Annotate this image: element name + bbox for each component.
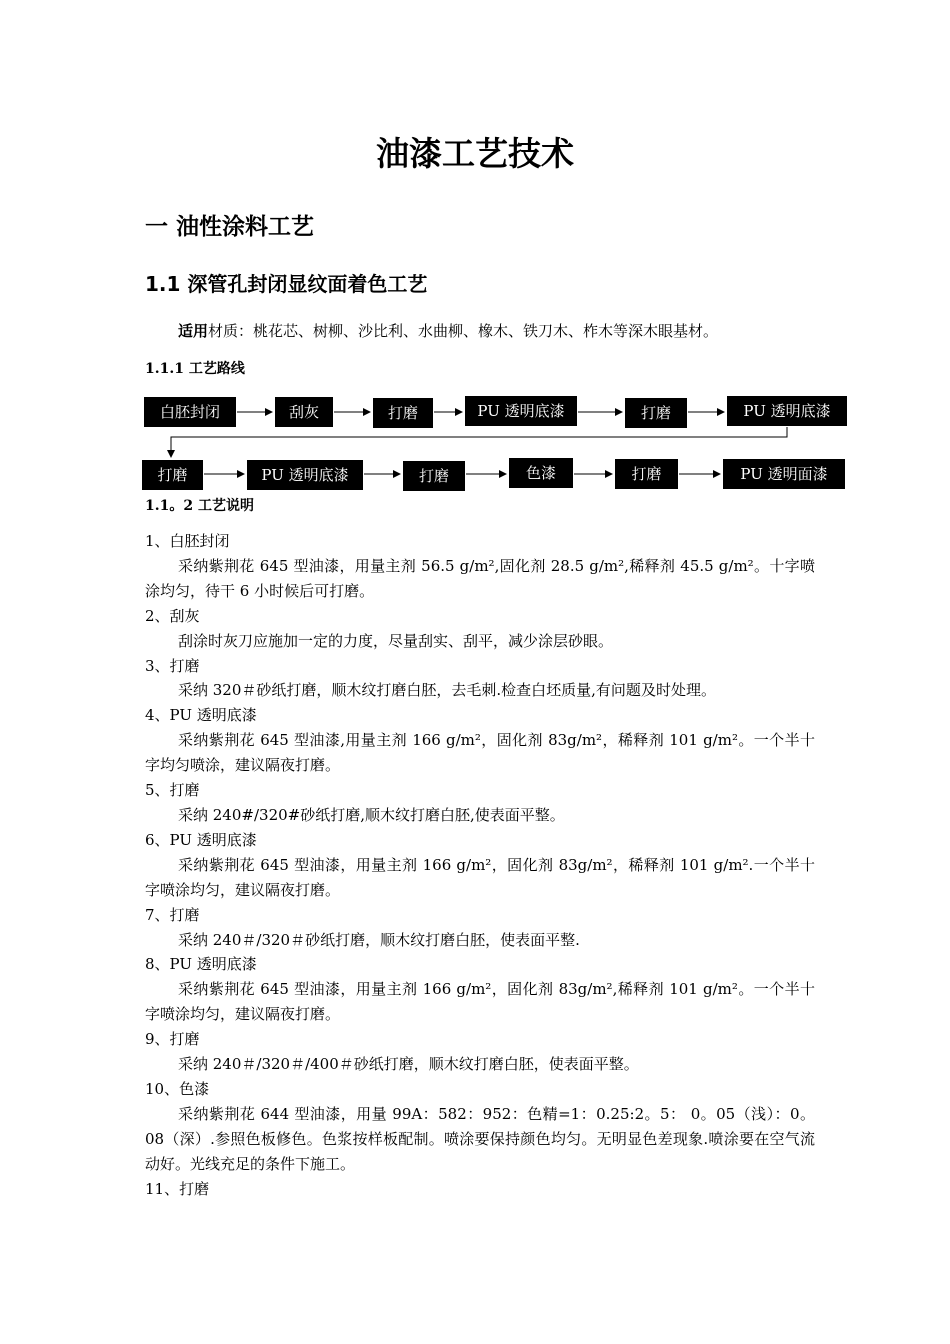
step-heading: 5、打磨 <box>145 781 200 800</box>
step-description: 采纳 240＃/320＃/400＃砂纸打磨，顺木纹打磨白胚，使表面平整。 <box>178 1055 639 1074</box>
step-description: 刮涂时灰刀应施加一定的力度，尽量刮实、刮平，减少涂层砂眼。 <box>178 631 614 650</box>
flow-step: 打磨 <box>403 461 465 491</box>
step-heading: 8、PU 透明底漆 <box>145 955 257 974</box>
section-heading: 一 油性涂料工艺 <box>145 214 315 240</box>
step-description: 采纳 240＃/320＃砂纸打磨，顺木纹打磨白胚，使表面平整. <box>178 930 580 949</box>
flow-step: 打磨 <box>142 460 203 490</box>
step-heading: 10、色漆 <box>145 1079 210 1098</box>
flow-step: PU 透明底漆 <box>727 396 847 426</box>
flow-step: PU 透明底漆 <box>247 460 363 490</box>
flow-step: 刮灰 <box>275 397 333 427</box>
applies-text: 材质：桃花芯、树柳、沙比利、水曲柳、橡木、铁刀木、柞木等深木眼基材。 <box>208 322 719 340</box>
step-heading: 2、刮灰 <box>145 606 200 625</box>
flow-step: 白胚封闭 <box>144 397 236 427</box>
flow-step: 打磨 <box>625 398 687 428</box>
step-description: 采纳 320＃砂纸打磨，顺木纹打磨白胚，去毛刺.检查白坯质量,有问题及时处理。 <box>178 681 716 700</box>
flow-wrap-arrow <box>171 427 787 457</box>
route-heading: 1.1.1 工艺路线 <box>145 361 245 377</box>
step-description: 采纳紫荆花 645 型油漆，用量主剂 56.5 g/m²,固化剂 28.5 g/m²,稀释剂 45.5 g/m²。十字喷涂均匀，待干 6 小时候后可打磨。 <box>145 556 815 600</box>
step-list <box>145 529 815 1201</box>
step-heading: 6、PU 透明底漆 <box>145 830 257 849</box>
description-heading: 1.1。2 工艺说明 <box>145 498 254 514</box>
step-description: 采纳紫荆花 644 型油漆，用量 99A：582：952：色精=1：0.25:2。5： 0。05（浅）：0。08（深）.参照色板修色。色浆按样板配制。喷涂要保持颜色均匀。无明显色差现象.喷涂要在空气流动好。光线充足的条件下施工。 <box>145 1104 815 1173</box>
flow-step: 色漆 <box>509 458 573 488</box>
flow-step: PU 透明底漆 <box>465 396 577 426</box>
flow-step: 打磨 <box>373 398 433 428</box>
step-heading: 7、打磨 <box>145 905 200 924</box>
flow-step: 打磨 <box>615 459 678 489</box>
flow-step: PU 透明面漆 <box>723 459 845 489</box>
subsection-heading: 1.1 深管孔封闭显纹面着色工艺 <box>145 272 428 296</box>
step-description: 采纳紫荆花 645 型油漆，用量主剂 166 g/m²，固化剂 83g/m²，稀释剂 101 g/m².一个半十字喷涂均匀，建议隔夜打磨。 <box>145 855 815 899</box>
step-heading: 4、PU 透明底漆 <box>145 706 257 725</box>
document-title: 油漆工艺技术 <box>376 134 574 173</box>
applies-label: 适用 <box>178 322 209 340</box>
step-description: 采纳紫荆花 645 型油漆,用量主剂 166 g/m²，固化剂 83g/m²，稀释剂 101 g/m²。一个半十字均匀喷涂，建议隔夜打磨。 <box>145 731 815 775</box>
step-heading: 11、打磨 <box>145 1179 210 1198</box>
step-heading: 3、打磨 <box>145 656 200 675</box>
step-heading: 1、白胚封闭 <box>145 532 230 550</box>
step-description: 采纳 240#/320#砂纸打磨,顺木纹打磨白胚,使表面平整。 <box>178 805 565 824</box>
step-description: 采纳紫荆花 645 型油漆，用量主剂 166 g/m²，固化剂 83g/m²,稀释剂 101 g/m²。一个半十字喷涂均匀，建议隔夜打磨。 <box>145 980 815 1024</box>
step-heading: 9、打磨 <box>145 1030 200 1049</box>
